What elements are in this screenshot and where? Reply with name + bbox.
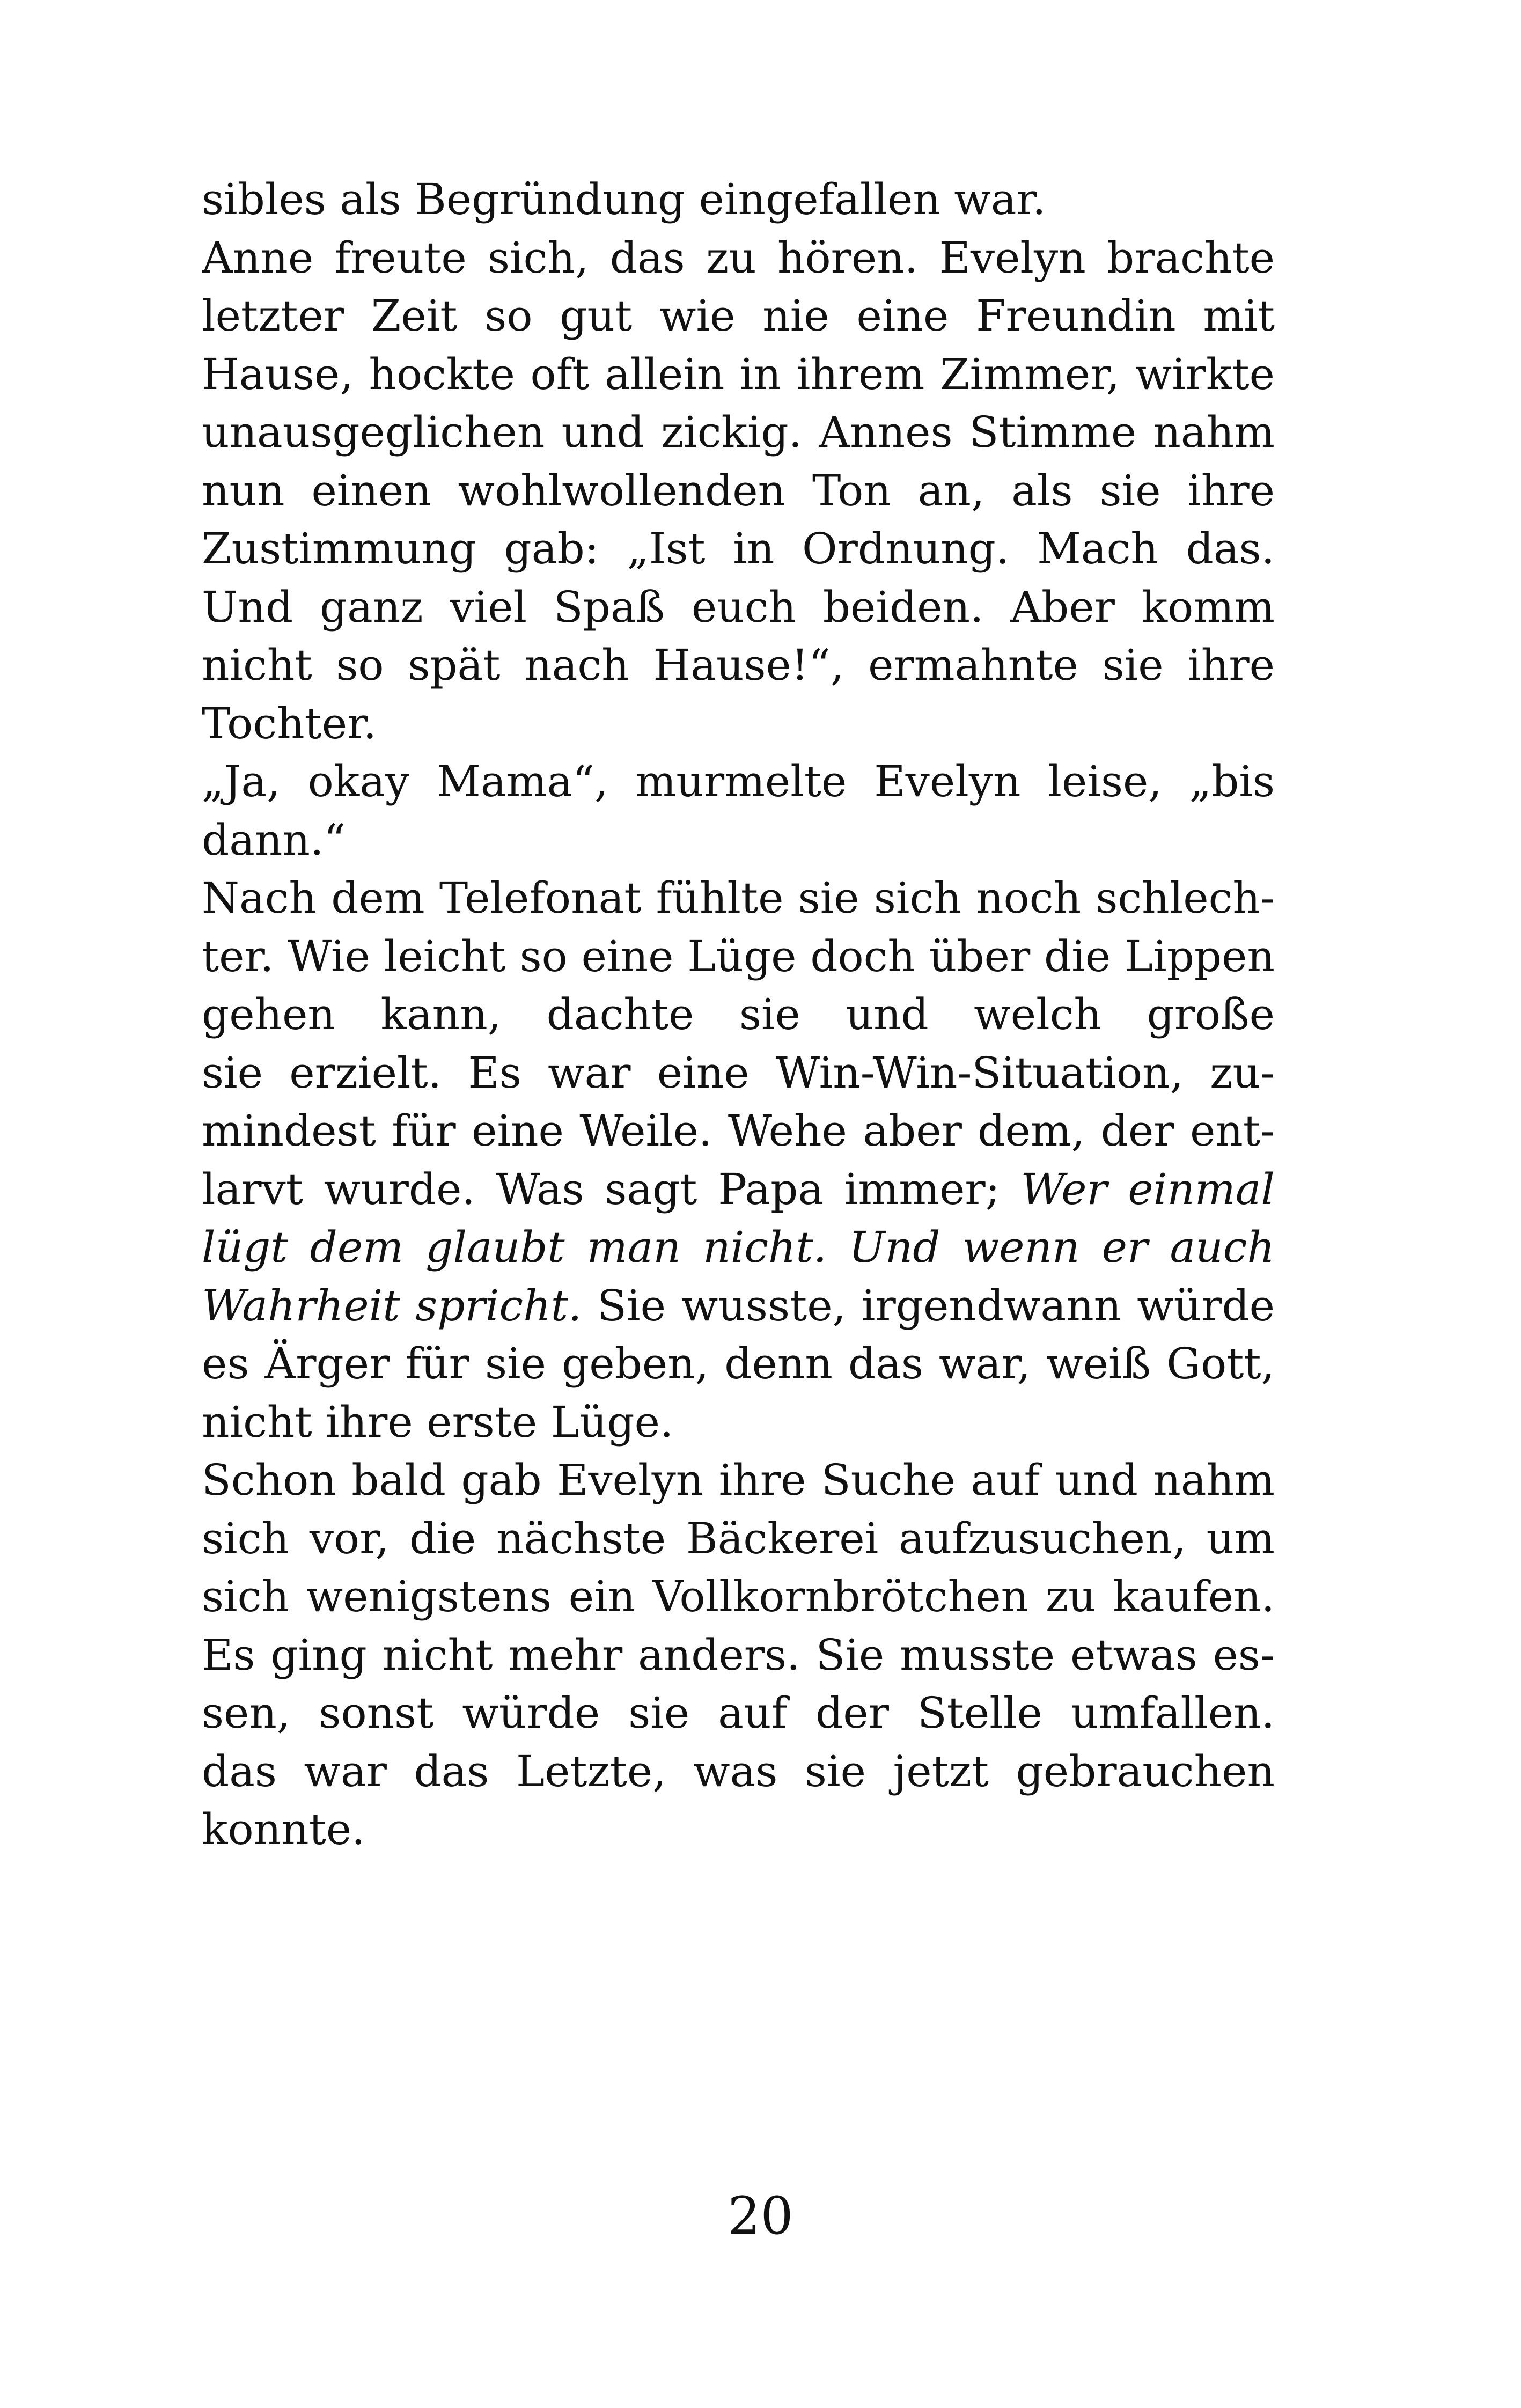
italic-quote: Wahrheit spricht. — [202, 1280, 582, 1331]
text-line: Es ging nicht mehr anders. Sie musste etwas es- — [202, 1629, 1275, 1680]
text-line: nicht ihre erste Lüge. — [202, 1397, 674, 1447]
text-line: dann.“ — [202, 814, 346, 865]
text-line: konnte. — [202, 1804, 365, 1854]
text-line: unausgeglichen und zickig. Annes Stimme nahm — [202, 407, 1275, 457]
body-text — [202, 171, 1275, 1859]
text-line: gehen kann, dachte sie und welch große — [202, 989, 1275, 1039]
text-segment: larvt wurde. Was sagt Papa immer; — [202, 1164, 1000, 1214]
text-line: Und ganz viel Spaß euch beiden. Aber komm — [202, 582, 1275, 632]
italic-quote: Wer einmal — [1020, 1164, 1275, 1214]
text-line: Anne freute sich, das zu hören. Evelyn brachte — [202, 232, 1275, 283]
text-line: sen, sonst würde sie auf der Stelle umfallen. — [202, 1688, 1275, 1738]
text-line: ter. Wie leicht so eine Lüge doch über die Lippen — [202, 931, 1275, 981]
text-line: Tochter. — [202, 698, 377, 748]
text-line: Hause, hockte oft allein in ihrem Zimmer, wirkte — [202, 349, 1275, 399]
text-line: letzter Zeit so gut wie nie eine Freundin mit — [202, 291, 1275, 341]
text-line: sie erzielt. Es war eine Win-Win-Situation, zu- — [202, 1047, 1275, 1098]
text-line — [202, 1277, 1275, 1335]
text-line: nun einen wohlwollenden Ton an, als sie ihre — [202, 465, 1275, 516]
text-line: sich wenigstens ein Vollkornbrötchen zu kaufen. — [202, 1572, 1275, 1621]
text-line: es Ärger für sie geben, denn das war, weiß Gott, — [202, 1339, 1275, 1389]
text-segment: Sie wusste, irgendwann würde — [597, 1280, 1275, 1331]
text-line: Nach dem Telefonat fühlte sie sich noch schlech- — [202, 873, 1275, 923]
text-line: das war das Letzte, was sie jetzt gebrauchen — [202, 1746, 1275, 1796]
text-line: sich vor, die nächste Bäckerei aufzusuchen, um — [202, 1513, 1275, 1563]
text-line: nicht so spät nach Hause!“, ermahnte sie ihre — [202, 640, 1275, 690]
page-number: 20 — [728, 2186, 793, 2246]
text-line: Zustimmung gab: „Ist in Ordnung. Mach das. — [202, 524, 1275, 574]
text-line — [202, 1161, 1275, 1219]
text-line: Schon bald gab Evelyn ihre Suche auf und nahm — [202, 1455, 1275, 1505]
text-line: sibles als Begründung eingefallen war. — [202, 174, 1046, 224]
text-line: mindest für eine Weile. Wehe aber dem, der ent- — [202, 1106, 1275, 1156]
italic-quote-line: lügt dem glaubt man nicht. Und wenn er auch — [202, 1222, 1275, 1272]
text-line: „Ja, okay Mama“, murmelte Evelyn leise, „bis — [202, 757, 1275, 806]
